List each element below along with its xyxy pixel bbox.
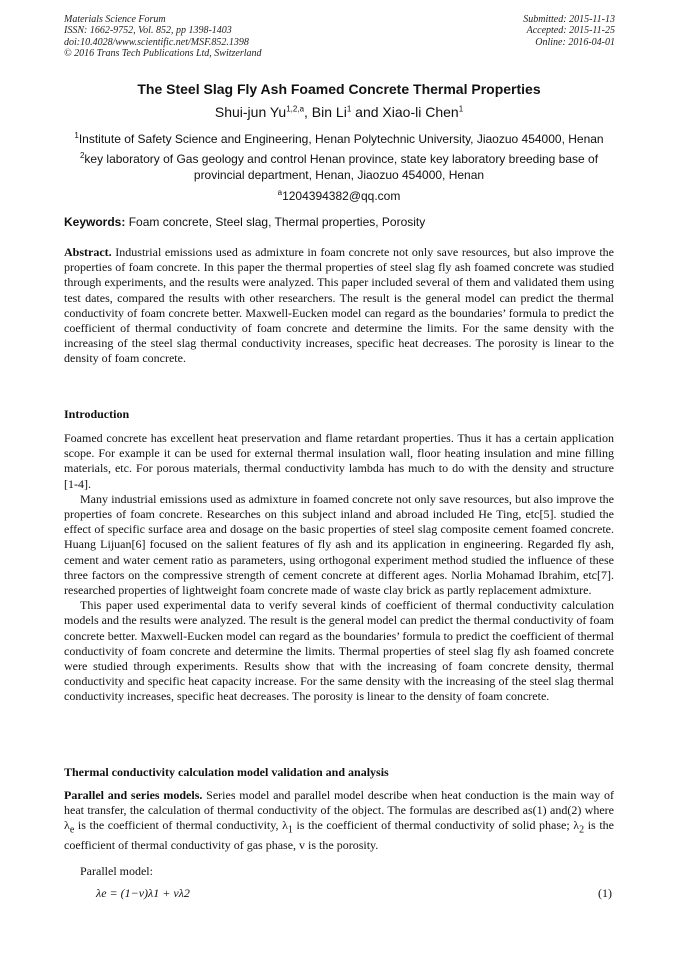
paragraph: Foamed concrete has excellent heat preservation and flame retardant properties. Thus it has a certain application scope. For example it can be used for external thermal insulation wall, floor heating insulation and mine filling materials, etc. For porous materials, thermal conductivity lambda has much to do with the density and structure [1-4]. <box>64 431 614 491</box>
subscript: 1 <box>287 824 293 836</box>
keywords-label: Keywords: <box>64 215 126 229</box>
paragraph: This paper used experimental data to verify several kinds of coefficient of thermal conductivity calculation models and the results were analyzed. The result is the general model can predict the thermal conductivity of foam concrete better. Maxwell-Eucken model can regard as the boundaries’ formula to predict the coefficient of thermal conductivity of foam concrete and determine the limits. Thermal properties of steel slag fly ash foamed concrete were studied through experiments. Results show that with the increasing of foam concrete density, thermal conductivity and specific heat capacity increase. For the same density with the increasing of the steel slag thermal conductivity increases, specific heat decreases. The porosity is linear to the density of foam concrete. <box>64 598 614 704</box>
issn-line: ISSN: 1662-9752, Vol. 852, pp 1398-1403 <box>64 25 232 37</box>
author-name: Xiao-li Chen <box>382 104 459 120</box>
abstract-label: Abstract. <box>64 245 112 259</box>
introduction-heading: Introduction <box>64 407 130 421</box>
affiliation-marker: 1 <box>74 131 79 140</box>
parallel-model-label: Parallel model: <box>80 864 153 878</box>
subscript: 2 <box>579 824 585 836</box>
parallel-series-paragraph <box>64 788 614 853</box>
submitted-date: Submitted: 2015-11-13 <box>523 14 615 25</box>
author-name: Shui-jun Yu <box>214 104 287 120</box>
submission-dates <box>523 14 615 48</box>
author-name: Bin Li <box>311 104 347 120</box>
accepted-date: Accepted: 2015-11-25 <box>526 25 615 37</box>
online-date: Online: 2016-04-01 <box>535 36 615 48</box>
affiliation-2 <box>64 151 614 183</box>
subsection-label: Parallel and series models. <box>64 788 203 802</box>
affiliation-marker: 2 <box>79 151 85 160</box>
equation-1: λe = (1−v)λ1 + vλ2 <box>96 886 190 900</box>
author-superscript: 1 <box>458 104 464 114</box>
subscript: e <box>69 824 75 836</box>
keywords <box>64 215 614 229</box>
abstract <box>64 245 614 367</box>
keywords-text: Foam concrete, Steel slag, Thermal properties, Porosity <box>125 215 426 229</box>
doi-line[interactable]: doi:10.4028/www.scientific.net/MSF.852.1398 <box>64 36 249 48</box>
author-email <box>64 188 614 204</box>
copyright-line: © 2016 Trans Tech Publications Ltd, Switzerland <box>64 48 262 60</box>
introduction-body <box>64 431 614 705</box>
paper-title: The Steel Slag Fly Ash Foamed Concrete Thermal Properties <box>137 81 541 97</box>
email-address[interactable]: 1204394382@qq.com <box>282 189 401 203</box>
author-superscript: 1 <box>346 104 352 114</box>
author-separator: and <box>351 104 383 120</box>
paragraph-text: is the coefficient of thermal conductivity of solid phase; λ <box>292 818 580 833</box>
email-marker: a <box>277 188 283 197</box>
paragraph: Many industrial emissions used as admixture in foamed concrete not only save resources, but also improve the properties of foam concrete. Researches on this subject inland and abroad included He Ting, etc[5]. studied the effect of specific surface area and dosage on the basic properties of steel slag composite cement foamed concrete. Huang Lijuan[6] focused on the salient features of fly ash and its application in engineering. Regarded fly ash, cement and water cement ratio as parameters, using orthogonal experiment method studied the influence of these three factors on the compressive strength of cement concrete at different ages. Norlia Mohamad Ibrahim, etc[7]. researched properties of lightweight foam concrete made of waste clay brick as partly replacement admixture. <box>64 491 614 598</box>
author-superscript: 1,2,a <box>286 104 305 114</box>
paragraph-text: Series model and parallel model describe when heat conduction is the main way of heat transfer, the calculation of thermal conductivity of the object. The formulas are described as(1) and(2) where λ <box>64 788 615 833</box>
author-list <box>0 104 678 120</box>
section-heading: Thermal conductivity calculation model validation and analysis <box>64 765 389 779</box>
affiliation-1 <box>64 131 614 147</box>
journal-name: Materials Science Forum <box>64 14 166 25</box>
affiliation-text: key laboratory of Gas geology and control Henan province, state key laboratory breeding base of provincial department, Henan, Jiaozuo 454000, Henan <box>84 152 599 182</box>
affiliation-text: Institute of Safety Science and Engineering, Henan Polytechnic University, Jiaozuo 454000, Henan <box>78 132 604 146</box>
abstract-text: Industrial emissions used as admixture in foam concrete not only save resources, but also improve the properties of foam concrete. In this paper the thermal properties of steel slag fly ash foamed concrete was studied through experiments, and the results were analyzed. This paper included several of them and validated them using test dates, compared the results with other researchers. The result is the general model can predict the thermal conductivity of foam concrete better. Maxwell-Eucken model can regard as the boundaries’ formula to predict the coefficient of thermal conductivity of foam concrete and determine the limits. For the same density with the increasing of the steel slag thermal conductivity increases, specific heat decreases. The porosity is linear to the density of foam concrete. <box>64 245 614 366</box>
paragraph-text: is the coefficient of thermal conductivity, λ <box>74 818 288 833</box>
equation-number: (1) <box>598 886 612 900</box>
author-separator: , <box>304 104 312 120</box>
journal-meta <box>64 14 262 60</box>
paragraph-text: is the coefficient of thermal conductivity of gas phase, v is the porosity. <box>64 818 614 852</box>
